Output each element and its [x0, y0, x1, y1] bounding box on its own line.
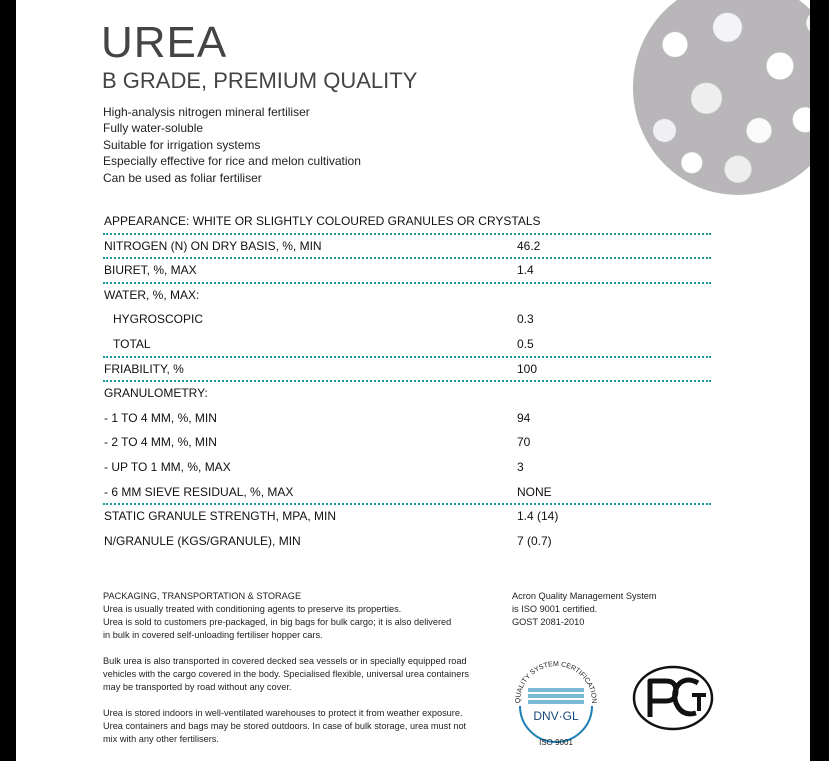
packaging-line: vehicles with the cargo covered in the body. Specialised flexible, universal urea containers [103, 669, 470, 679]
badge-stripe [528, 694, 584, 698]
quality-line: Acron Quality Management System [512, 591, 657, 601]
quality-line: GOST 2081-2010 [512, 617, 585, 627]
spec-row [103, 358, 711, 383]
feature-item: Especially effective for rice and melon cultivation [103, 154, 361, 169]
packaging-line: Urea is stored indoors in well-ventilated warehouses to protect it from weather exposure. [103, 708, 463, 718]
feature-item: Fully water-soluble [103, 121, 204, 136]
spec-value: 46.2 [517, 238, 541, 253]
spec-row [103, 284, 711, 309]
spec-label: FRIABILITY, % [104, 361, 184, 376]
packaging-line: Bulk urea is also transported in covered decked sea vessels or in specially equipped road [103, 656, 467, 666]
quality-statement [512, 590, 657, 629]
packaging-line: mix with any other fertilisers. [103, 734, 219, 744]
spec-row [103, 456, 711, 481]
spec-value: 3 [517, 459, 524, 474]
pct-gost-mark-icon [632, 665, 714, 731]
spec-value: 1.4 (14) [517, 509, 559, 524]
spec-label: N/GRANULE (KGS/GRANULE), MIN [104, 533, 301, 548]
spec-row [103, 259, 711, 284]
feature-list [103, 104, 361, 186]
badge-stripe [528, 688, 584, 692]
spec-table [103, 210, 711, 554]
badge-stripe [528, 700, 584, 704]
feature-item: High-analysis nitrogen mineral fertiliser [103, 105, 310, 119]
dnv-logo-text: DNV·GL [533, 709, 579, 723]
packaging-line: Urea is sold to customers pre-packaged, in big bags for bulk cargo; it is also delivered [103, 617, 452, 627]
spec-value: 94 [517, 410, 531, 425]
spec-label: GRANULOMETRY: [104, 386, 208, 401]
packaging-paragraph [103, 655, 503, 694]
packaging-line: Urea containers and bags may be stored outdoors. In case of bulk storage, urea must not [103, 721, 467, 731]
spec-row [103, 235, 711, 260]
spec-row [103, 431, 711, 456]
spec-value: NONE [517, 484, 552, 499]
spec-value: 0.5 [517, 336, 534, 351]
spec-label: TOTAL [113, 336, 151, 351]
packaging-heading: PACKAGING, TRANSPORTATION & STORAGE [103, 591, 302, 601]
spec-label: HYGROSCOPIC [113, 312, 204, 327]
quality-line: is ISO 9001 certified. [512, 604, 598, 614]
spec-label: APPEARANCE: WHITE OR SLIGHTLY COLOURED GRANULES OR CRYSTALS [104, 214, 541, 228]
spec-row [103, 530, 711, 555]
dnv-gl-iso-badge [506, 650, 606, 750]
spec-value: 1.4 [517, 263, 534, 278]
packaging-line: Urea is usually treated with conditioning agents to preserve its properties. [103, 604, 402, 614]
badge-ring-text: QUALITY SYSTEM CERTIFICATION [514, 660, 598, 704]
spec-row [103, 505, 711, 530]
packaging-line: in bulk in covered self-unloading fertiliser hopper cars. [103, 630, 323, 640]
spec-value: 100 [517, 361, 538, 376]
urea-granules-photo [633, 0, 810, 195]
packaging-line: may be transported by road without any cover. [103, 682, 292, 692]
spec-row [103, 407, 711, 432]
spec-row [103, 210, 711, 235]
product-title: UREA [101, 18, 228, 67]
spec-label: BIURET, %, MAX [104, 263, 197, 278]
packaging-paragraph [103, 707, 503, 746]
spec-label: - 6 MM SIEVE RESIDUAL, %, MAX [104, 484, 294, 499]
spec-row [103, 481, 711, 506]
feature-item: Can be used as foliar fertiliser [103, 170, 262, 185]
packaging-paragraph [103, 603, 503, 642]
spec-label: STATIC GRANULE STRENGTH, MPA, MIN [104, 509, 337, 524]
packaging-section [103, 590, 503, 759]
spec-row [103, 333, 711, 358]
iso-label: ISO 9001 [539, 738, 573, 747]
spec-row [103, 382, 711, 407]
spec-label: - 2 TO 4 MM, %, MIN [104, 435, 217, 450]
spec-value: 7 (0.7) [517, 533, 552, 548]
spec-value: 0.3 [517, 312, 534, 327]
product-subtitle: B GRADE, PREMIUM QUALITY [102, 68, 418, 93]
document-page [16, 0, 810, 761]
feature-item: Suitable for irrigation systems [103, 137, 261, 152]
spec-label: NITROGEN (N) ON DRY BASIS, %, MIN [104, 238, 322, 253]
spec-label: - 1 TO 4 MM, %, MIN [104, 410, 217, 425]
spec-value: 70 [517, 435, 531, 450]
spec-row [103, 308, 711, 333]
spec-label: - UP TO 1 MM, %, MAX [104, 459, 231, 474]
spec-label: WATER, %, MAX: [104, 287, 200, 302]
